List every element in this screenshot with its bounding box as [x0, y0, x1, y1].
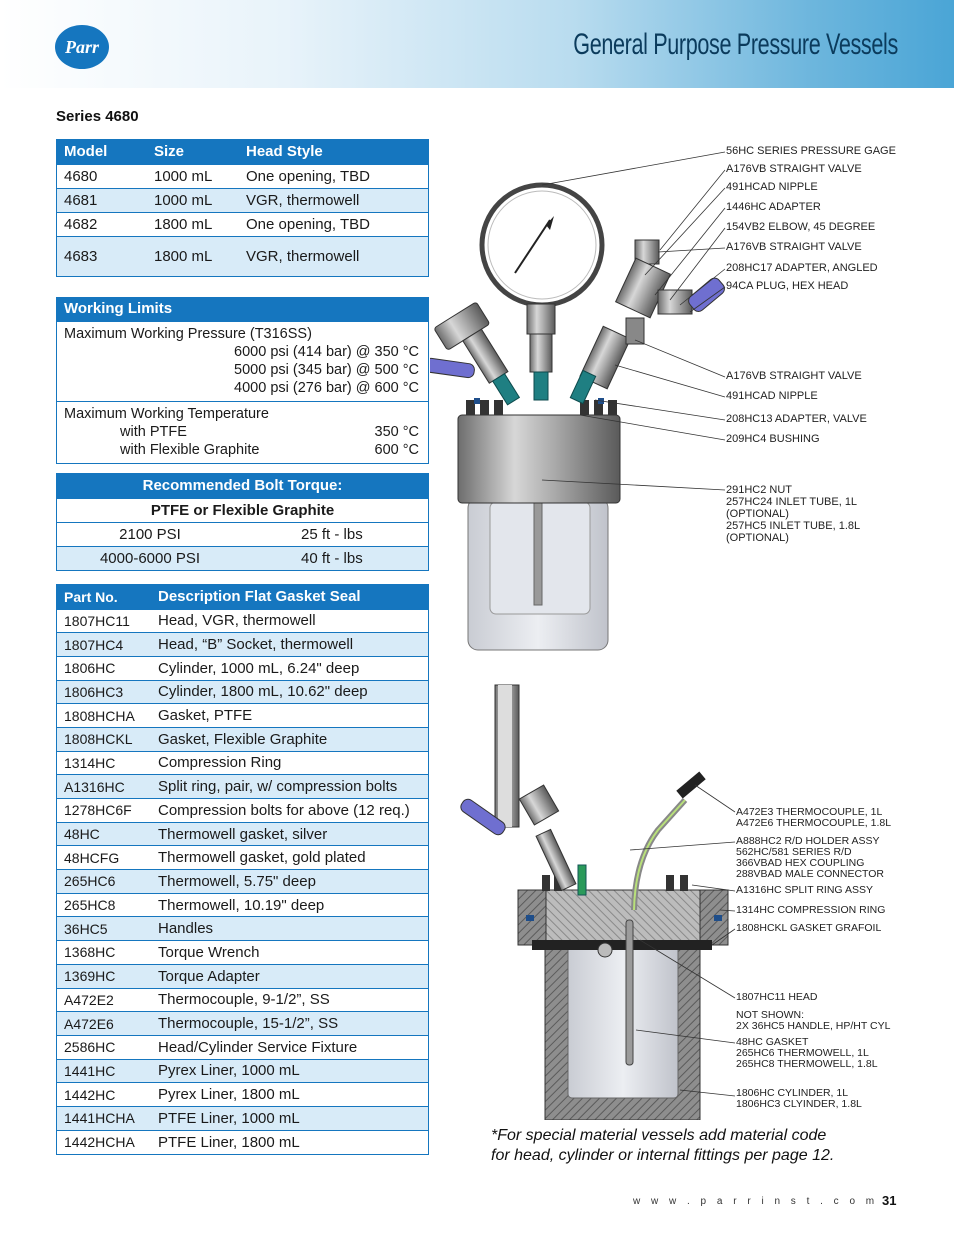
table-row	[57, 822, 428, 846]
table-row	[57, 941, 428, 965]
part-number: 1369HC	[57, 964, 151, 988]
part-number: 36HC5	[57, 917, 151, 941]
callout-label: A176VB STRAIGHT VALVE	[726, 163, 862, 175]
table-row	[57, 1106, 428, 1130]
table-row	[57, 609, 428, 633]
part-number: 265HC6	[57, 870, 151, 894]
part-description: Head, VGR, thermowell	[151, 609, 428, 633]
temperature-row	[64, 423, 421, 441]
table-row	[57, 704, 428, 728]
table-row	[57, 164, 428, 188]
torque-psi: 4000-6000 PSI	[99, 550, 201, 567]
table-cell: VGR, thermowell	[239, 188, 428, 212]
pressure-line: 6000 psi (414 bar) @ 350 °C	[234, 344, 419, 360]
part-description: Pyrex Liner, 1000 mL	[151, 1059, 428, 1083]
table-cell: One opening, TBD	[239, 164, 428, 188]
models-table	[56, 139, 429, 277]
part-description: Head, “B” Socket, thermowell	[151, 633, 428, 657]
vessel-illustration	[430, 130, 950, 1120]
part-number: 1442HCHA	[57, 1130, 151, 1154]
temperature-row	[64, 441, 421, 459]
page-number: 31	[882, 1193, 897, 1208]
part-description: Thermowell, 5.75" deep	[151, 870, 428, 894]
callout-label: 208HC17 ADAPTER, ANGLED	[726, 262, 878, 274]
material-note: *For special material vessels add material code for head, cylinder or internal fittings per page 12.	[491, 1127, 835, 1164]
series-title: Series 4680	[56, 108, 139, 125]
table-row	[57, 893, 428, 917]
table-cell: 1000 mL	[147, 164, 239, 188]
table-row	[57, 988, 428, 1012]
working-limits-header: Working Limits	[57, 298, 428, 322]
head-section	[518, 890, 728, 945]
vessel-head	[458, 415, 620, 503]
part-description: Split ring, pair, w/ compression bolts	[151, 775, 428, 799]
part-number: 1442HC	[57, 1083, 151, 1107]
part-description: Torque Wrench	[151, 941, 428, 965]
table-cell: One opening, TBD	[239, 212, 428, 236]
callout-label: A176VB STRAIGHT VALVE	[726, 370, 862, 382]
torque-value: 25 ft - lbs	[301, 526, 363, 543]
part-description: PTFE Liner, 1000 mL	[151, 1106, 428, 1130]
table-row	[57, 775, 428, 799]
part-number: 265HC8	[57, 893, 151, 917]
part-description: Gasket, Flexible Graphite	[151, 727, 428, 751]
column-header: Model	[57, 140, 147, 164]
part-number: 48HC	[57, 822, 151, 846]
torque-psi: 2100 PSI	[119, 526, 181, 543]
table-cell: 1000 mL	[147, 188, 239, 212]
page-title: General Purpose Pressure Vessels	[573, 28, 898, 61]
torque-header: Recommended Bolt Torque:	[57, 474, 428, 498]
part-description: Handles	[151, 917, 428, 941]
column-header: Head Style	[239, 140, 428, 164]
parr-logo	[52, 22, 112, 72]
part-number: 1368HC	[57, 941, 151, 965]
working-limits-box	[56, 297, 429, 464]
part-description: Cylinder, 1000 mL, 6.24" deep	[151, 656, 428, 680]
callout-label: 491HCAD NIPPLE	[726, 390, 818, 402]
temp-row-value: 600 °C	[374, 442, 419, 458]
pressure-line: 4000 psi (276 bar) @ 600 °C	[234, 380, 419, 396]
table-cell: 1800 mL	[147, 212, 239, 236]
table-row	[57, 1083, 428, 1107]
temperature-block	[57, 401, 428, 463]
parts-table	[56, 584, 429, 1155]
pressure-line: 5000 psi (345 bar) @ 500 °C	[234, 362, 419, 378]
part-number: 48HCFG	[57, 846, 151, 870]
table-cell: 4683	[57, 236, 147, 276]
part-description: Thermowell gasket, silver	[151, 822, 428, 846]
torque-row	[57, 546, 428, 570]
pressure-label: Maximum Working Pressure (T316SS)	[64, 326, 312, 342]
part-description: Cylinder, 1800 mL, 10.62" deep	[151, 680, 428, 704]
part-number: 1807HC4	[57, 633, 151, 657]
part-description: Thermocouple, 15-1/2”, SS	[151, 1012, 428, 1036]
callout-label: 56HC SERIES PRESSURE GAGE	[726, 145, 896, 157]
callout-label: A1316HC SPLIT RING ASSY	[736, 884, 873, 896]
part-number: 1807HC11	[57, 609, 151, 633]
part-description: Pyrex Liner, 1800 mL	[151, 1083, 428, 1107]
logo-text: Parr	[64, 37, 100, 57]
bolt-torque-box	[56, 473, 429, 571]
table-row	[57, 236, 428, 276]
callout-label: 154VB2 ELBOW, 45 DEGREE	[726, 221, 876, 233]
table-cell: 1800 mL	[147, 236, 239, 276]
callout-label: 48HC GASKET 265HC6 THERMOWELL, 1L 265HC8 THERMOWELL, 1.8L	[736, 1036, 878, 1070]
temperature-label: Maximum Working Temperature	[64, 406, 269, 422]
torque-row	[57, 522, 428, 546]
part-number: 1441HC	[57, 1059, 151, 1083]
column-header: Size	[147, 140, 239, 164]
part-number: 1808HCKL	[57, 727, 151, 751]
part-number: 1314HC	[57, 751, 151, 775]
part-description: Head/Cylinder Service Fixture	[151, 1035, 428, 1059]
callout-label: 291HC2 NUT 257HC24 INLET TUBE, 1L (OPTIONAL) 257HC5 INLET TUBE, 1.8L (OPTIONAL)	[726, 484, 861, 544]
table-row	[57, 212, 428, 236]
callout-label: 1808HCKL GASKET GRAFOIL	[736, 922, 882, 934]
callout-label: A472E3 THERMOCOUPLE, 1L A472E6 THERMOCOUPLE, 1.8L	[736, 806, 892, 829]
column-header: Description Flat Gasket Seal	[151, 585, 428, 609]
gasket-section	[532, 940, 712, 950]
callout-label: 94CA PLUG, HEX HEAD	[726, 280, 849, 292]
part-number: 1441HCHA	[57, 1106, 151, 1130]
table-row	[57, 727, 428, 751]
part-number: 1278HC6F	[57, 799, 151, 823]
part-number: A472E2	[57, 988, 151, 1012]
callout-label: 1806HC CYLINDER, 1L 1806HC3 CLYINDER, 1.8L	[736, 1087, 862, 1110]
temp-row-label: with Flexible Graphite	[120, 442, 260, 458]
part-description: Thermowell gasket, gold plated	[151, 846, 428, 870]
callout-label: NOT SHOWN: 2X 36HC5 HANDLE, HP/HT CYL	[736, 1009, 891, 1032]
callout-label: 491HCAD NIPPLE	[726, 181, 818, 193]
callout-label: 208HC13 ADAPTER, VALVE	[726, 413, 867, 425]
temp-row-value: 350 °C	[374, 424, 419, 440]
column-header: Part No.	[57, 585, 151, 609]
pressure-gauge-icon	[482, 185, 602, 305]
temp-row-label: with PTFE	[120, 424, 187, 440]
table-row	[57, 633, 428, 657]
torque-value: 40 ft - lbs	[301, 550, 363, 567]
pressure-block	[57, 322, 428, 401]
part-number: 1806HC	[57, 656, 151, 680]
table-cell: 4681	[57, 188, 147, 212]
callout-label: 1807HC11 HEAD	[736, 991, 818, 1003]
table-cell: VGR, thermowell	[239, 236, 428, 276]
table-row	[57, 1035, 428, 1059]
table-row	[57, 1130, 428, 1154]
footer-url: w w w . p a r r i n s t . c o m	[633, 1196, 879, 1207]
table-row	[57, 846, 428, 870]
part-number: A472E6	[57, 1012, 151, 1036]
part-description: PTFE Liner, 1800 mL	[151, 1130, 428, 1154]
part-number: 1806HC3	[57, 680, 151, 704]
callout-label: A888HC2 R/D HOLDER ASSY 562HC/581 SERIES R/D 366VBAD HEX COUPLING 288VBAD MALE CONNECTOR	[736, 835, 885, 880]
part-description: Compression bolts for above (12 req.)	[151, 799, 428, 823]
part-description: Torque Adapter	[151, 964, 428, 988]
table-cell: 4682	[57, 212, 147, 236]
table-row	[57, 1012, 428, 1036]
callout-label: 1314HC COMPRESSION RING	[736, 904, 886, 916]
table-row	[57, 656, 428, 680]
table-row	[57, 751, 428, 775]
table-row	[57, 799, 428, 823]
table-row	[57, 917, 428, 941]
callout-label: A176VB STRAIGHT VALVE	[726, 241, 862, 253]
table-row	[57, 870, 428, 894]
table-cell: 4680	[57, 164, 147, 188]
table-row	[57, 680, 428, 704]
part-description: Thermowell, 10.19" deep	[151, 893, 428, 917]
part-description: Compression Ring	[151, 751, 428, 775]
part-number: A1316HC	[57, 775, 151, 799]
callout-label: 1446HC ADAPTER	[726, 201, 821, 213]
table-row	[57, 1059, 428, 1083]
part-number: 2586HC	[57, 1035, 151, 1059]
callout-label: 209HC4 BUSHING	[726, 433, 820, 445]
table-row	[57, 964, 428, 988]
torque-subheader: PTFE or Flexible Graphite	[57, 498, 428, 522]
bottom-valve-assembly	[459, 785, 586, 895]
part-description: Thermocouple, 9-1/2”, SS	[151, 988, 428, 1012]
table-row	[57, 188, 428, 212]
part-number: 1808HCHA	[57, 704, 151, 728]
part-description: Gasket, PTFE	[151, 704, 428, 728]
